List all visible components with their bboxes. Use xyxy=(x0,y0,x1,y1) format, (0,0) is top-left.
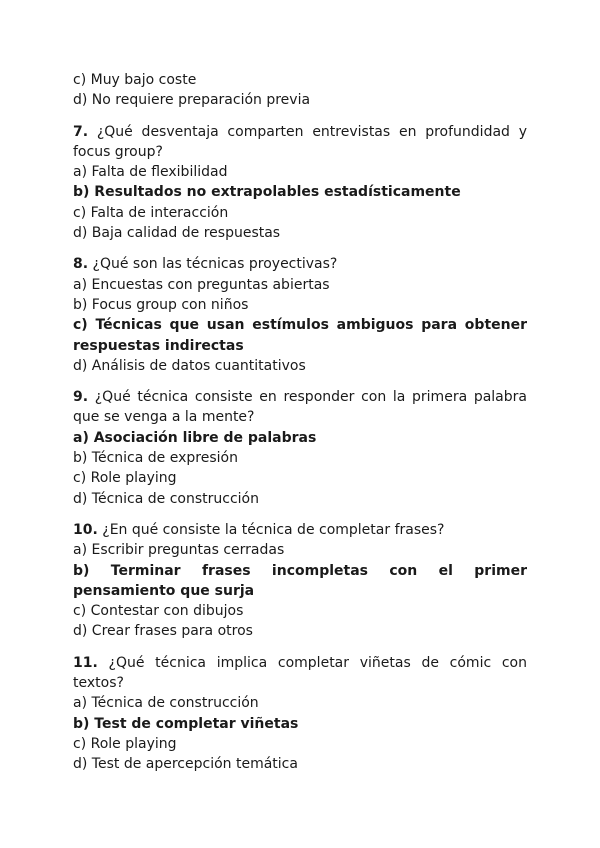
answer-option: b) Focus group con niños xyxy=(73,296,249,313)
question-number: 10. xyxy=(73,521,98,538)
answer-option: a) Escribir preguntas cerradas xyxy=(73,542,285,559)
question-8 xyxy=(73,254,527,376)
answer-option: a) Técnica de construcción xyxy=(73,695,259,712)
answer-option: d) No requiere preparación previa xyxy=(73,92,311,109)
answer-option: c) Role playing xyxy=(73,470,177,487)
question-10-stem xyxy=(73,520,527,540)
question-number: 8. xyxy=(73,256,89,273)
question-text: ¿Qué son las técnicas proyectivas? xyxy=(88,256,338,273)
answer-option: c) Falta de interacción xyxy=(73,204,229,221)
correct-answer-option: b) Test de completar viñetas xyxy=(73,715,299,732)
question-9 xyxy=(73,387,527,509)
answer-option: c) Muy bajo coste xyxy=(73,72,197,88)
question-8-stem xyxy=(73,254,527,274)
question-text: ¿Qué desventaja comparten entrevistas en profundidad y focus group? xyxy=(73,123,527,160)
question-11-stem xyxy=(73,653,527,694)
question-text: ¿Qué técnica implica completar viñetas de cómic con textos? xyxy=(73,654,527,692)
document-page xyxy=(73,70,527,786)
question-text: ¿Qué técnica consiste en responder con la primera palabra que se venga a la mente? xyxy=(73,389,527,426)
answer-option: a) Falta de flexibilidad xyxy=(73,164,228,181)
question-number: 11. xyxy=(73,654,98,671)
correct-answer-option: b) Resultados no extrapolables estadísticamente xyxy=(73,184,461,201)
answer-option: c) Contestar con dibujos xyxy=(73,603,244,620)
answer-option: d) Técnica de construcción xyxy=(73,490,259,507)
question-7 xyxy=(73,122,527,244)
answer-option: d) Test de apercepción temática xyxy=(73,756,298,773)
previous-question-tail xyxy=(73,70,527,111)
question-number: 7. xyxy=(73,123,89,140)
question-7-stem xyxy=(73,122,527,163)
question-number: 9. xyxy=(73,389,89,406)
answer-option: d) Baja calidad de respuestas xyxy=(73,225,281,242)
answer-option: c) Role playing xyxy=(73,735,177,752)
question-9-stem xyxy=(73,387,527,428)
question-text: ¿En qué consiste la técnica de completar frases? xyxy=(97,521,445,538)
correct-answer-option: a) Asociación libre de palabras xyxy=(73,429,317,446)
answer-option: d) Análisis de datos cuantitativos xyxy=(73,357,306,374)
answer-option: b) Técnica de expresión xyxy=(73,450,238,467)
answer-option: a) Encuestas con preguntas abiertas xyxy=(73,276,330,293)
correct-answer-option: b) Terminar frases incompletas con el primer pensamiento que surja xyxy=(73,562,527,599)
question-11 xyxy=(73,653,527,775)
question-10 xyxy=(73,520,527,642)
correct-answer-option: c) Técnicas que usan estímulos ambiguos para obtener respuestas indirectas xyxy=(73,317,527,354)
answer-option: d) Crear frases para otros xyxy=(73,623,253,640)
